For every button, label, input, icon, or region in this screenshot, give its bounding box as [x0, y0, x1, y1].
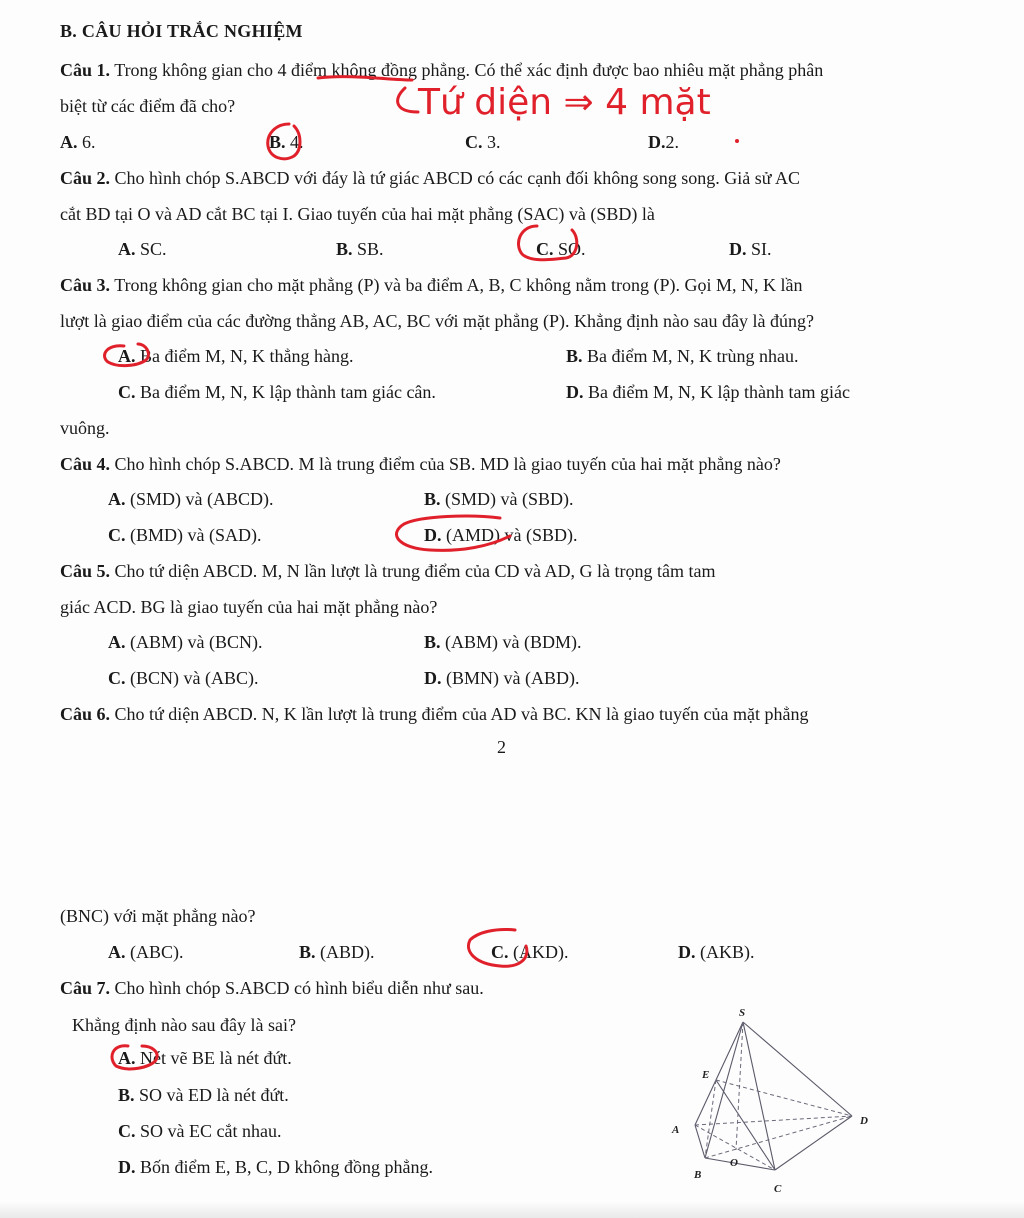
option-text: (BCN) và (ABC). [130, 668, 259, 688]
option-text: (ABD). [320, 942, 375, 962]
option-label: B. [299, 942, 316, 962]
option-text: (SMD) và (ABCD). [130, 489, 274, 509]
option-label: B. [269, 132, 286, 152]
option-label: B. [424, 489, 441, 509]
option-label: D. [648, 132, 666, 152]
option-text: Ba điểm M, N, K lập thành tam giác cân. [140, 382, 436, 402]
option-label: D. [678, 942, 696, 962]
label-b: B [694, 1169, 702, 1181]
option-text: SO. [558, 239, 586, 259]
underline-stroke-icon [318, 77, 412, 80]
question-4-text-1: Cho hình chóp S.ABCD. M là trung điểm của SB. MD là giao tuyến của hai mặt phẳng nào? [114, 454, 781, 474]
label-d: D [860, 1115, 868, 1127]
option-text: Ba điểm M, N, K trùng nhau. [587, 346, 799, 366]
option-label: B. [566, 346, 583, 366]
option-text: SB. [357, 239, 384, 259]
label-s: S [739, 1007, 746, 1019]
option-label: C. [118, 1121, 136, 1141]
arrow-hook-icon [398, 88, 418, 112]
option-text: (SMD) và (SBD). [445, 489, 574, 509]
option-text: (AMD) và (SBD). [446, 525, 578, 545]
option-label: B. [118, 1085, 135, 1105]
question-5-label: Câu 5. [60, 561, 111, 581]
option-label: C. [536, 239, 554, 259]
question-2-label: Câu 2. [60, 168, 111, 188]
question-7-label: Câu 7. [60, 978, 111, 998]
question-7-line-2: Khẳng định nào sau đây là sai? [72, 1015, 296, 1035]
option-label: D. [424, 668, 442, 688]
option-text: Bốn điểm E, B, C, D không đồng phẳng. [140, 1157, 433, 1177]
option-text: SI. [751, 239, 772, 259]
option-label: A. [108, 942, 126, 962]
label-c: C [774, 1183, 782, 1195]
option-text: (ABC). [130, 942, 184, 962]
question-3-text-1: Trong không gian cho mặt phẳng (P) và ba điểm A, B, C không nằm trong (P). Gọi M, N, K lần [114, 275, 803, 295]
option-label: B. [424, 632, 441, 652]
option-label: D. [566, 382, 584, 402]
option-text: Ba điểm M, N, K thẳng hàng. [140, 346, 354, 366]
question-2-text-1: Cho hình chóp S.ABCD với đáy là tứ giác ABCD có các cạnh đối không song song. Giả sử AC [114, 168, 800, 188]
label-e: E [702, 1069, 710, 1081]
option-text: (BMD) và (SAD). [130, 525, 262, 545]
option-text: 4. [290, 132, 304, 152]
option-label: D. [729, 239, 747, 259]
question-6-label: Câu 6. [60, 704, 111, 724]
question-5-text-1: Cho tứ diện ABCD. M, N lần lượt là trung điểm của CD và AD, G là trọng tâm tam [114, 561, 716, 581]
option-text: 6. [82, 132, 96, 152]
ink-dot-icon [735, 139, 739, 143]
circle-q4-d-icon [396, 516, 510, 550]
option-text: (AKD). [513, 942, 569, 962]
option-text: (ABM) và (BCN). [130, 632, 263, 652]
option-label: C. [465, 132, 483, 152]
label-a: A [672, 1124, 680, 1136]
option-text: 3. [487, 132, 501, 152]
option-text: (ABM) và (BDM). [445, 632, 582, 652]
circle-q6-c-icon [468, 929, 526, 966]
option-label: C. [108, 668, 126, 688]
option-text: 2. [665, 132, 679, 152]
option-label: C. [491, 942, 509, 962]
question-3-line-2: lượt là giao điểm của các đường thẳng AB, AC, BC với mặt phẳng (P). Khẳng định nào sau đây là đúng? [60, 311, 814, 331]
circle-q1-b-icon [268, 124, 300, 159]
option-text: (AKB). [700, 942, 755, 962]
option-text: SC. [140, 239, 167, 259]
option-label: B. [336, 239, 353, 259]
question-4-label: Câu 4. [60, 454, 111, 474]
question-6-line-2: (BNC) với mặt phẳng nào? [60, 906, 256, 926]
option-label: A. [108, 632, 126, 652]
q3-option-d-continued: vuông. [60, 418, 110, 438]
option-text: SO và ED là nét đứt. [139, 1085, 289, 1105]
section-heading: B. CÂU HỎI TRẮC NGHIỆM [60, 21, 303, 41]
question-2-line-2: cắt BD tại O và AD cắt BC tại I. Giao tuyến của hai mặt phẳng (SAC) và (SBD) là [60, 204, 655, 224]
page-number: 2 [497, 737, 506, 757]
option-label: A. [60, 132, 78, 152]
option-label: A. [108, 489, 126, 509]
option-label: D. [424, 525, 442, 545]
circle-q2-c-icon [518, 226, 576, 260]
option-label: A. [118, 239, 136, 259]
circle-q3-a-icon [105, 344, 149, 366]
question-7-text-1: Cho hình chóp S.ABCD có hình biểu diễn như sau. [114, 978, 484, 998]
question-1-label: Câu 1. [60, 60, 111, 80]
option-label: D. [118, 1157, 136, 1177]
option-text: Nét vẽ BE là nét đứt. [140, 1048, 292, 1068]
question-1-text-1: Trong không gian cho 4 điểm không đồng phẳng. Có thể xác định được bao nhiêu mặt phẳng phân [114, 60, 824, 80]
question-6-text-1: Cho tứ diện ABCD. N, K lần lượt là trung điểm của AD và BC. KN là giao tuyến của mặt phẳng [114, 704, 809, 724]
option-text: (BMN) và (ABD). [446, 668, 580, 688]
option-label: C. [118, 382, 136, 402]
option-text: SO và EC cắt nhau. [140, 1121, 282, 1141]
label-o: O [730, 1157, 738, 1169]
question-5-line-2: giác ACD. BG là giao tuyến của hai mặt phẳng nào? [60, 597, 438, 617]
option-label: A. [118, 1048, 136, 1068]
handwritten-note: Tứ diện ⇒ 4 mặt [418, 82, 711, 123]
page-edge [0, 1200, 1024, 1218]
option-text: Ba điểm M, N, K lập thành tam giác [588, 382, 850, 402]
option-label: C. [108, 525, 126, 545]
circle-q7-a-icon [112, 1046, 157, 1069]
option-label: A. [118, 346, 136, 366]
question-1-line-2: biệt từ các điểm đã cho? [60, 96, 236, 116]
question-3-label: Câu 3. [60, 275, 111, 295]
